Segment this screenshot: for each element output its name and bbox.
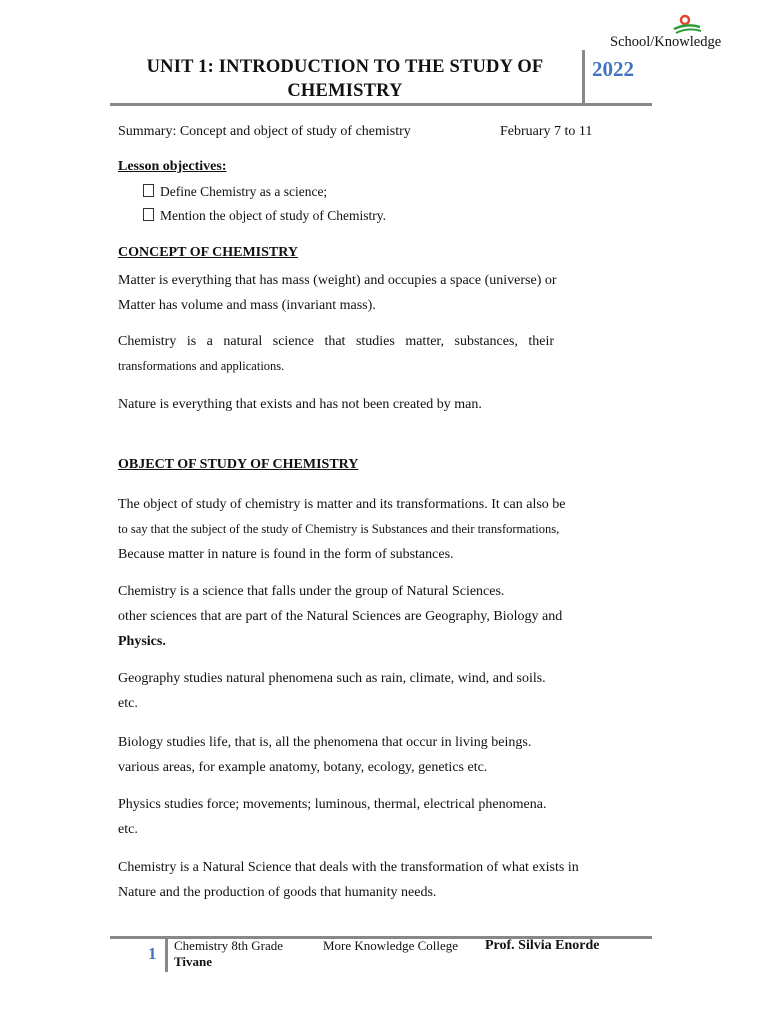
text-line: various areas, for example anatomy, botany, ecology, genetics etc. — [118, 760, 488, 775]
footer-course-line1: Chemistry 8th Grade — [174, 938, 284, 953]
logo-text: School/Knowledge — [610, 34, 722, 50]
text-line: Physics. — [118, 634, 166, 649]
checkbox-glyph-icon — [143, 184, 154, 197]
text-line: Chemistry is a natural science that studies matter, substances, their — [118, 334, 555, 349]
page-title — [110, 55, 580, 103]
footer-professor: Prof. Silvia Enorde — [485, 938, 600, 953]
object-paragraph-1 — [118, 492, 633, 567]
text-line: to say that the subject of the study of Chemistry is Substances and their transformations, — [118, 522, 560, 536]
header-divider-vertical — [582, 50, 585, 104]
text-line: Because matter in nature is found in the form of substances. — [118, 547, 454, 562]
page-title-line2: CHEMISTRY — [287, 81, 403, 101]
text-line: Nature and the production of goods that humanity needs. — [118, 885, 437, 900]
logo-icon — [672, 14, 702, 34]
footer-divider-vertical — [165, 938, 168, 972]
text-line: Matter is everything that has mass (weight) and occupies a space (universe) or — [118, 273, 557, 288]
object-paragraph-6 — [118, 855, 633, 905]
text-line: Chemistry is a science that falls under the group of Natural Sciences. — [118, 584, 505, 599]
text-line: The object of study of chemistry is matter and its transformations. It can also be — [118, 497, 566, 512]
objective-item-text: Mention the object of study of Chemistry. — [160, 208, 386, 223]
text-line: Physics studies force; movements; luminous, thermal, electrical phenomena. — [118, 797, 547, 812]
object-heading: OBJECT OF STUDY OF CHEMISTRY — [118, 457, 359, 472]
objective-item — [143, 184, 327, 200]
object-paragraph-2 — [118, 579, 633, 654]
objectives-heading: Lesson objectives: — [118, 159, 227, 174]
summary-dates: February 7 to 11 — [500, 124, 593, 139]
school-logo — [606, 12, 736, 52]
object-paragraph-3 — [118, 666, 633, 716]
summary-line — [118, 122, 608, 142]
page-number: 1 — [148, 944, 157, 963]
page-title-line1: UNIT 1: INTRODUCTION TO THE STUDY OF — [146, 57, 544, 77]
text-line: etc. — [118, 696, 138, 711]
text-line: Matter has volume and mass (invariant mass). — [118, 298, 376, 313]
year-label: 2022 — [592, 57, 634, 81]
concept-paragraph-3: Nature is everything that exists and has not been created by man. — [118, 397, 482, 412]
text-line: other sciences that are part of the Natural Sciences are Geography, Biology and — [118, 609, 563, 624]
object-paragraph-4 — [118, 730, 633, 780]
checkbox-glyph-icon — [143, 208, 154, 221]
text-line: transformations and applications. — [118, 359, 285, 373]
footer-course-line2: Tivane — [174, 954, 213, 969]
concept-paragraph-1 — [118, 268, 633, 318]
summary-text: Summary: Concept and object of study of chemistry — [118, 124, 411, 139]
text-line: Biology studies life, that is, all the phenomena that occur in living beings. — [118, 735, 532, 750]
objective-item — [143, 208, 386, 224]
objective-item-text: Define Chemistry as a science; — [160, 184, 328, 199]
concept-paragraph-2 — [118, 329, 633, 379]
text-line: etc. — [118, 822, 138, 837]
text-line: Geography studies natural phenomena such as rain, climate, wind, and soils. — [118, 671, 546, 686]
header-rule — [110, 103, 652, 106]
text-line: Chemistry is a Natural Science that deals with the transformation of what exists in — [118, 860, 579, 875]
footer-course — [174, 938, 283, 970]
footer-school: More Knowledge College — [323, 938, 459, 953]
concept-heading: CONCEPT OF CHEMISTRY — [118, 245, 298, 260]
object-paragraph-5 — [118, 792, 633, 842]
